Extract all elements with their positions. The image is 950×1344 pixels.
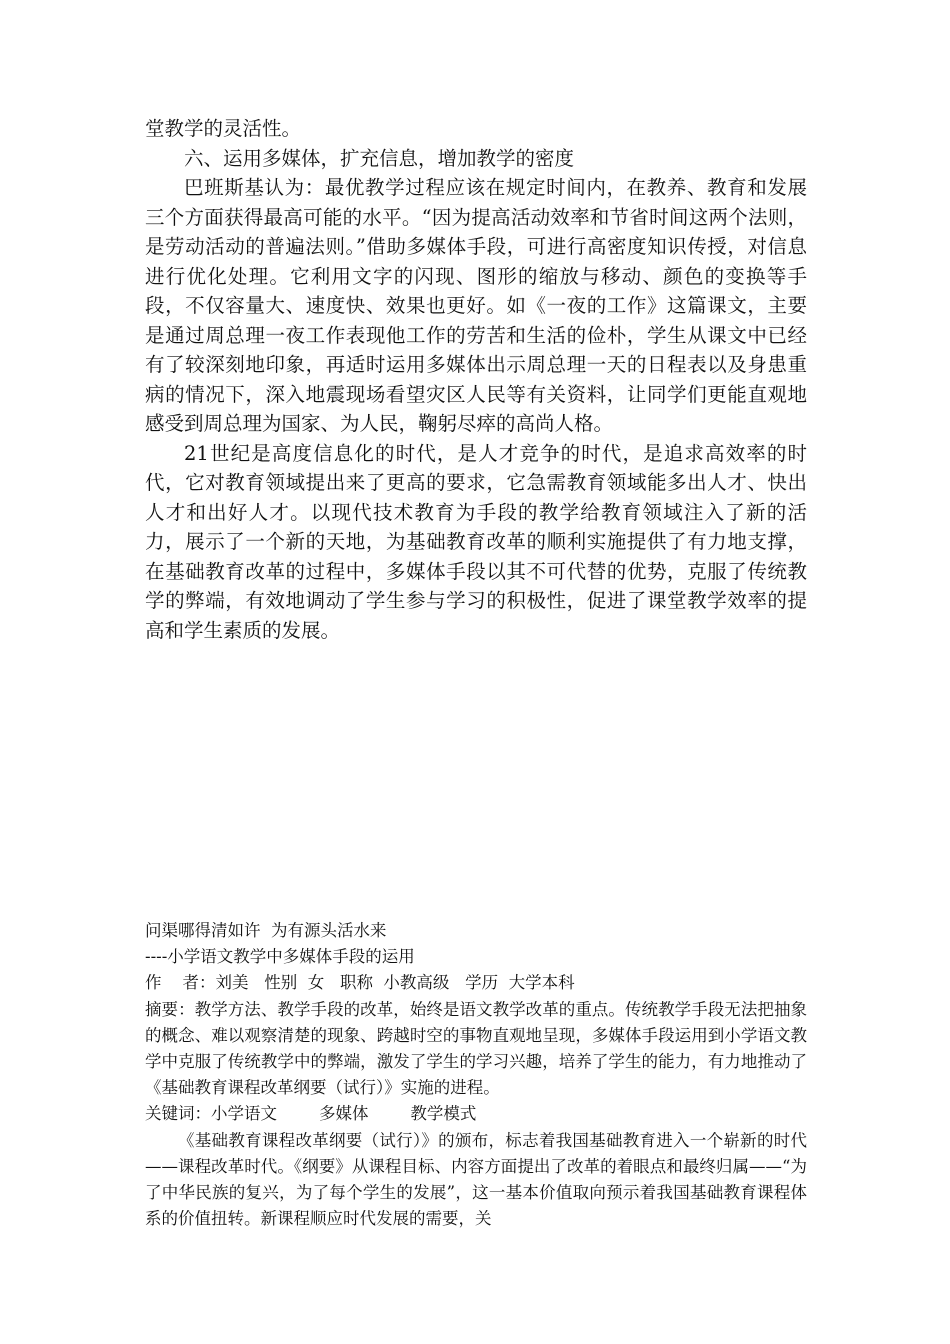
continuation-line: 堂教学的灵活性。 [145, 117, 302, 140]
paragraph-21st-century: 21世纪是高度信息化的时代，是人才竞争的时代，是追求高效率的时代，它对教育领域提出来了更高的要求，它急需教育领域能多出人才、快出人才和出好人才。以现代技术教育为手段的教学给教育领域注入了新的活力，展示了一个新的天地，为基础教育改革的顺利实施提供了有力地支撑，在基础教育改革的过程中，多媒体手段以其不可代替的优势，克服了传统教学的弊端，有效地调动了学生参与学习的积极性，促进了课堂教学效率的提高和学生素质的发展。 [145, 441, 807, 642]
section-heading-six: 六、运用多媒体，扩充信息，增加教学的密度 [184, 146, 575, 170]
author-info: 作 者：刘美 性别 女 职称 小教高级 学历 大学本科 [145, 973, 575, 993]
upper-text-section [145, 114, 807, 645]
abstract-paragraph: 摘要：教学方法、教学手段的改革，始终是语文教学改革的重点。传统教学手段无法把抽象的概念、难以观察清楚的现象、跨越时空的事物直观地呈现，多媒体手段运用到小学语文教学中克服了传统教学中的弊端，激发了学生的学习兴趣，培养了学生的能力，有力地推动了《基础教育课程改革纲要（试行）》实施的进程。 [145, 999, 807, 1098]
keywords-line: 关键词：小学语文 多媒体 教学模式 [145, 1104, 477, 1124]
paragraph-babanski: 巴班斯基认为：最优教学过程应该在规定时间内，在教养、教育和发展三个方面获得最高可能的水平。“因为提高活动效率和节省时间这两个法则，是劳动活动的普遍法则。”借助多媒体手段，可进行高密度知识传授，对信息进行优化处理。它利用文字的闪现、图形的缩放与移动、颜色的变换等手段，不仅容量大、速度快、效果也更好。如《一夜的工作》这篇课文，主要是通过周总理一夜工作表现他工作的劳苦和生活的俭朴，学生从课文中已经有了较深刻地印象，再适时运用多媒体出示周总理一天的日程表以及身患重病的情况下，深入地震现场看望灾区人民等有关资料，让同学们更能直观地感受到周总理为国家、为人民，鞠躬尽瘁的高尚人格。 [145, 176, 807, 435]
lower-text-section [145, 918, 807, 1232]
intro-paragraph: 《基础教育课程改革纲要（试行）》的颁布，标志着我国基础教育进入一个崭新的时代——课程改革时代。《纲要》从课程目标、内容方面提出了改革的着眼点和最终归属——“为了中华民族的复兴，为了每个学生的发展”，这一基本价值取向预示着我国基础教育课程体系的价值扭转。新课程顺应时代发展的需要，关 [145, 1130, 807, 1229]
article-title: 问渠哪得清如许 为有源头活水来 [145, 921, 387, 940]
article-subtitle: ----小学语文教学中多媒体手段的运用 [145, 947, 415, 967]
